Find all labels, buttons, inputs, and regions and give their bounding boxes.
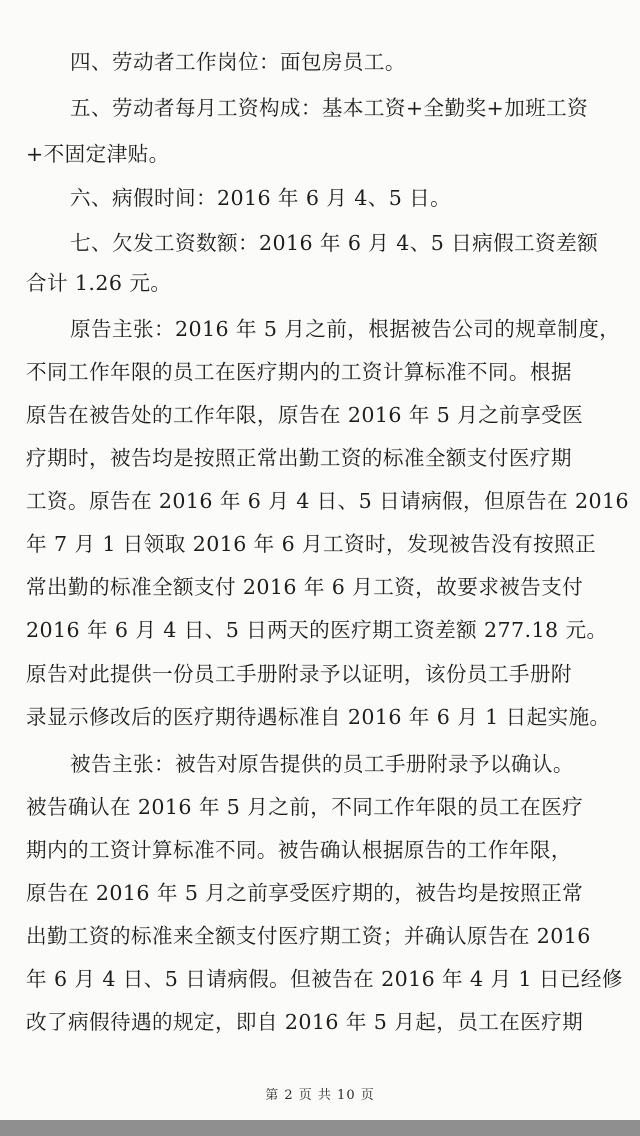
- paragraph-line: 年 7 月 1 日领取 2016 年 6 月工资时，发现被告没有按照正: [26, 532, 596, 556]
- clause-five-line: 五、劳动者每月工资构成：基本工资+全勤奖+加班工资: [70, 96, 589, 120]
- clause-five-continuation: +不固定津贴。: [26, 142, 170, 166]
- paragraph-line: 原告对此提供一份员工手册附录予以证明，该份员工手册附: [26, 662, 572, 686]
- clause-seven-continuation: 合计 1.26 元。: [26, 271, 172, 295]
- viewer-bottom-bar: [0, 1120, 640, 1136]
- paragraph-line: 常出勤的标准全额支付 2016 年 6 月工资，故要求被告支付: [26, 575, 584, 599]
- plaintiff-claim-line: 原告主张：2016 年 5 月之前，根据被告公司的规章制度，: [70, 317, 621, 341]
- clause-four-line: 四、劳动者工作岗位：面包房员工。: [70, 50, 406, 74]
- page-number-footer: 第 2 页 共 10 页: [265, 1088, 375, 1103]
- paragraph-line: 出勤工资的标准来全额支付医疗期工资；并确认原告在 2016: [26, 924, 591, 948]
- defendant-claim-line: 被告主张：被告对原告提供的员工手册附录予以确认。: [70, 752, 574, 776]
- paragraph-line: 改了病假待遇的规定，即自 2016 年 5 月起，员工在医疗期: [26, 1010, 584, 1034]
- paragraph-line: 2016 年 6 月 4 日、5 日两天的医疗期工资差额 277.18 元。: [26, 618, 608, 642]
- clause-six-line: 六、病假时间：2016 年 6 月 4、5 日。: [70, 186, 452, 210]
- paragraph-line: 原告在 2016 年 5 月之前享受医疗期的，被告均是按照正常: [26, 881, 584, 905]
- paragraph-line: 年 6 月 4 日、5 日请病假。但被告在 2016 年 4 月 1 日已经修: [26, 967, 623, 991]
- paragraph-line: 录显示修改后的医疗期待遇标准自 2016 年 6 月 1 日起实施。: [26, 705, 611, 729]
- clause-seven-line: 七、欠发工资数额：2016 年 6 月 4、5 日病假工资差额: [70, 231, 599, 255]
- paragraph-line: 不同工作年限的员工在医疗期内的工资计算标准不同。根据: [26, 360, 572, 384]
- paragraph-line: 工资。原告在 2016 年 6 月 4 日、5 日请病假，但原告在 2016: [26, 489, 629, 513]
- paragraph-line: 原告在被告处的工作年限，原告在 2016 年 5 月之前享受医: [26, 403, 584, 427]
- paragraph-line: 疗期时，被告均是按照正常出勤工资的标准全额支付医疗期: [26, 446, 572, 470]
- paragraph-line: 期内的工资计算标准不同。被告确认根据原告的工作年限，: [26, 838, 572, 862]
- paragraph-line: 被告确认在 2016 年 5 月之前，不同工作年限的员工在医疗: [26, 795, 584, 819]
